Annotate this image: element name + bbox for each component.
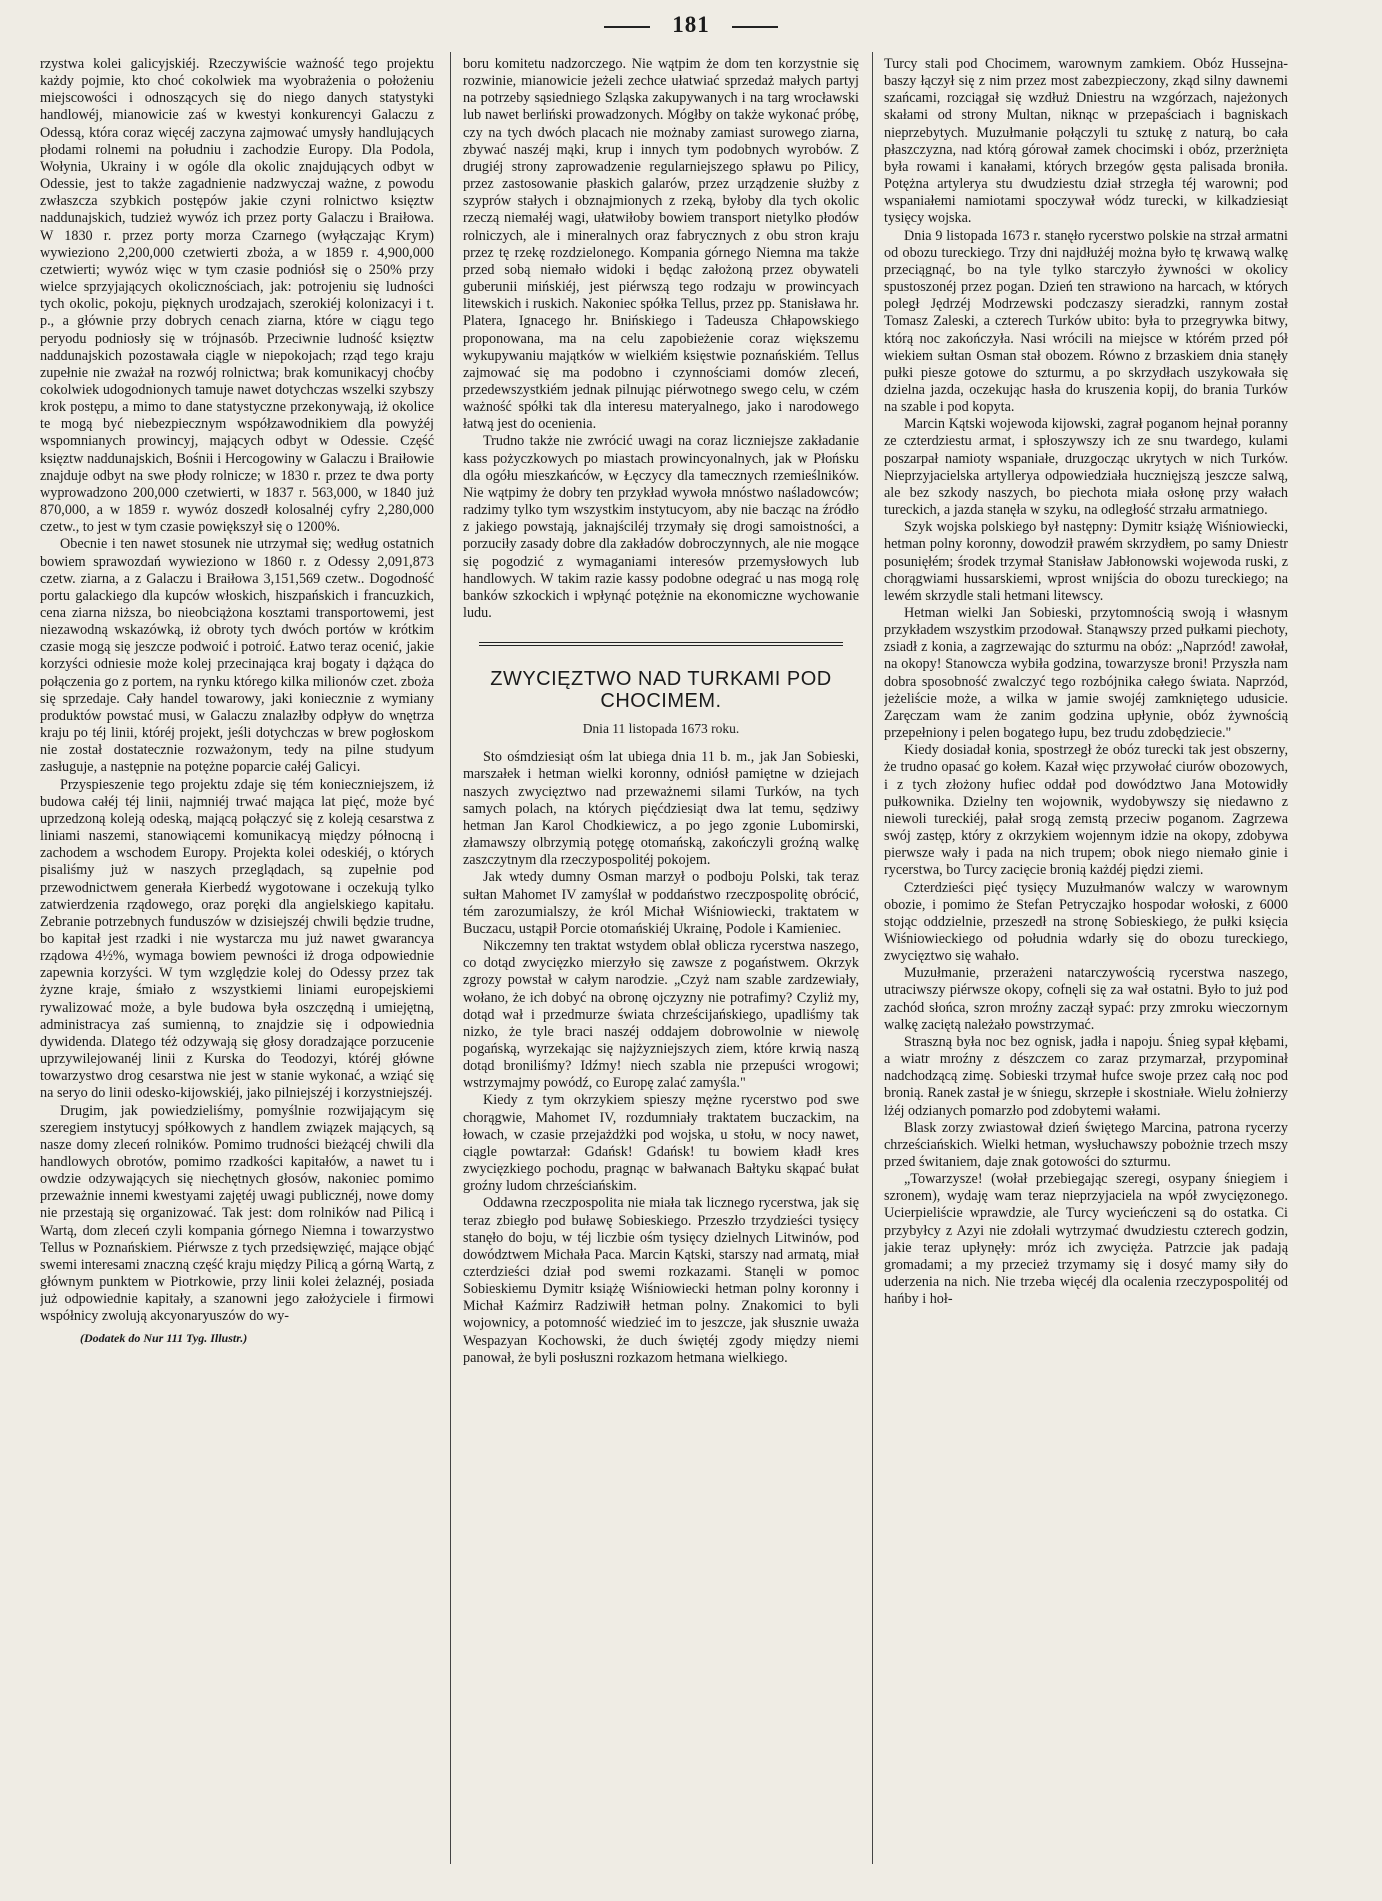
supplement-footnote: (Dodatek do Nur 111 Tyg. Illustr.) — [80, 1330, 248, 1345]
paragraph: Dnia 9 listopada 1673 r. stanęło rycerstwo polskie na strzał armatni od obozu tureckiego. Trzy dni najdłużéj można było tę krwawą walkę przeciągnąć, bo na tyle tylko starczyło żywności w okolicy spustoszonéj przez pogan. Dzień ten strawiono na harcach, w których poległ Jędrzéj Modrzewski podczaszy sieradzki, rannym został Tomasz Zaleski, a czterech Turków ubito: była to przegrywka bitwy, którą noc zakończyła. Nasi wrócili na miejsce w którém przed pół wiekiem sułtan Osman stał obozem. Równo z brzaskiem dnia stanęły pułki piesze gotowe do szturmu, a po skrzydłach uszykowała się dzielna jazda, oczekując hasła do kruszenia kopij, do brania Turków na szable i pod kopyta. — [884, 227, 1288, 416]
paragraph: Szyk wojska polskiego był następny: Dymitr książę Wiśniowiecki, hetman polny koronny, dowodził prawém skrzydłem, po samy Dniestr posunięłém; środek trzymał Stanisław Jabłonowski wojewoda ruski, z chorągwiami hussarskiemi, wprost wnijścia do obozu tureckiego; na lewém skrzydle stali hetmani litewscy. — [884, 519, 1288, 604]
paragraph: Kiedy z tym okrzykiem spieszy mężne rycerstwo pod swe chorągwie, Mahomet IV, rozdumniały traktatem buczackim, na łowach, w czasie przejażdżki pod wojska, u stołu, w nocy nawet, ciągle powtarzał: Gdańsk! Gdańsk! tu bowiem kładł kres zwycięzkiego pochodu, pragnąc w bałwanach Bałtyku skąpać bułat groźny ludom chrześciańskim. — [463, 1092, 859, 1195]
paragraph: rzystwa kolei galicyjskiéj. Rzeczywiście ważność tego projektu każdy pojmie, kto choć cokolwiek ma wyobrażenia o położeniu miejscowości i odnoszących się do niego danych statystyki handlowéj, mianowicie zaś w kwestyi konkurencyi Galaczu z Odessą, która coraz więcéj zaczyna zajmować umysły handlujących płodami rolnemi na południu i zachodzie Europy. Dla Podola, Wołynia, Ukrainy i w ogóle dla okolic znajdujących odbyt w Odessie, jest to także zagadnienie nadzwyczaj ważne, z powodu zwłaszcza szybkich postępów jakie czyni rolnictwo księztw naddunajskich, tudzież wywóz ich przez porty Galaczu i Braiłowa. W 1830 r. przez porty morza Czarnego (wyłączając Krym) wywieziono 2,200,000 czetwierti zboża, a w 1859 r. 4,900,000 czetwierti; wywóz więc w tym czasie podniósł się o 250% przy wielce sprzyjających okolicznościach, jak: potrojeniu się ludności tych okolic, pokoju, pięknych urodzajach, szerokiéj kolonizacyi i t. p., a głównie przy dobrych cenach ziarna, które w ciągu tego peryodu podniosły się w trójnasób. Przeciwnie ludność księztw naddunajskich pozostawała ciągle w niepokojach; rząd tego kraju zupełnie nie zważał na rozwój rolnictwa; brak komunikacyj choćby cokolwiek udogodnionych tamuje nawet dotychczas wszelki szybszy krok postępu, a mimo to dane statystyczne przekonywają, iż okolice te mogą być niebezpiecznym współzawodnikiem dla powyżéj wspomnianych prowincyj, mających odbyt w Odessie. Część księztw naddunajskich, Bośnii i Hercogowiny w Galaczu i Braiłowie znajduje odbyt na swe płody rolnicze; w 1830 r. przez te dwa porty wyprowadzono 200,000 czetwierti, w 1837 r. 563,000, w 1840 już 870,000, a w 1859 r. wywóz doszedł kolosalnéj cyfry 2,280,000 czetw., to jest w tym czasie powiększył się o 1200%. — [40, 56, 434, 536]
column-2 — [463, 56, 859, 1862]
article-date: Dnia 11 listopada 1673 roku. — [582, 721, 740, 737]
paragraph: Sto ośmdziesiąt ośm lat ubiega dnia 11 b. m., jak Jan Sobieski, marszałek i hetman wielki koronny, odniósł pamiętne w dziejach naszych zwycięztwo nad przeważnemi silami Turków, na tych samych polach, na których pięćdziesiąt dwa lat temu, sędziwy hetman Jan Karol Chodkiewicz, a po jego zgonie Lubomirski, złamawszy olbrzymią potęgę otomańską, zakończyli groźną walkę zaszczytnym dla rzeczypospolitéj pokojem. — [463, 749, 859, 869]
paragraph: Marcin Kątski wojewoda kijowski, zagrał poganom hejnał poranny ze czterdziestu armat, i spłoszywszy ich ze snu twardego, kulami poszarpał namioty wspaniałe, druzgocząc ukrytych w nich Turków. Nieprzyjacielska artyllerya odpowiedziała hucznięjszą jeszcze salwą, ale bez szkody naszych, bo piechota miała osłonę przy wałach tureckich, a jazda stanęła w szyku, na odległość strzału armatniego. — [884, 416, 1288, 519]
paragraph: Obecnie i ten nawet stosunek nie utrzymał się; według ostatnich bowiem sprawozdań wywieziono w 1860 r. z Odessy 2,091,873 czetw. ziarna, a z Galaczu i Braiłowa 3,151,569 czetw.. Dogodność portu galackiego dla kupców włoskich, hiszpańskich i francuzkich, cena ziarna niższa, bo nieobciążona kosztami transportowemi, jest niezawodną wskazówką, iż obroty tych dwóch portów w krótkim czasie mogą się jeszcze podwoić i potroić. Łatwo teraz ocenić, jakie korzyści odniesie może kolej przecinająca kraj bogaty i dążąca do połączenia go z portem, na rynku którego kilka milionów czet. zboża się sprzedaje. Cały handel towarowy, jaki koniecznie z wymiany produktów powstać musi, w Galaczu znalazłby odpływ do wnętrza kraju po téj linii, któréj projekt, jeśli dotychczas w brew pogłoskom nie został dostatecznie rozważonym, tedy na pilne studyum zasługuje, a następnie na potężne poparcie całéj Galicyi. — [40, 536, 434, 776]
paragraph: Muzułmanie, przerażeni natarczywością rycerstwa naszego, utraciwszy piérwsze okopy, cofnęli się za wał ostatni. Było to już pod zachód słońca, szron mroźny zaczął sypać: przy zmroku wieczornym walkę zaciętą należało powstrzymać. — [884, 965, 1288, 1033]
paragraph: Czterdzieści pięć tysięcy Muzułmanów walczy w warownym obozie, i pomimo że Stefan Petryczajko hospodar wołoski, z 6000 stojąc oddzielnie, przeszedł na stronę Sobieskiego, że pułki księcia Wiśniowieckiego od południa wdarły się do obozu tureckiego, zwycięztwo się wahało. — [884, 879, 1288, 965]
column-divider — [872, 52, 873, 1864]
header-dash-right — [732, 26, 778, 28]
paragraph: Przyspieszenie tego projektu zdaje się tém konieczniejszem, iż budowa całéj téj linii, najmniéj trwać mająca lat pięć, może być uprzedzoną koleją odeską, mającą połączyć się z koleją cesarstwa z liniami naszemi, stanowiącemi komunikacyą między północną i zachodem a wschodem Europy. Projekta kolei odeskiéj, o których pisaliśmy już w naszych przeglądach, są zupełnie pod przewodnictwem generała Kierbedź wygotowane i oczekują tylko zatwierdzenia rządowego, oraz poręki dla angielskiego kapitału. Zebranie potrzebnych funduszów w dzisiejszéj chwili będzie trudne, bo kapitał jest rzadki i nie wystarcza mu już nawet gwarancya rządowa 4½%, wymaga bowiem pewności iż droga odpowiednie zapewnia korzyści. W tym względzie kolej do Odessy przez tak żyzne kraje, śmiało z wszystkiemi liniami europejskiemi rywalizować może, a byle budowa była oszczędną i umiejętną, administracya zaś sumienną, to znajdzie się i odpowiednia dywidenda. Dlatego téż odzywają się głosy doradzające porzucenie uprzywilejowanéj linii z Kurska do Teodozyi, któréj główne towarzystwo drog cesarstwa nie jest w stanie wykonać, a wziąć się na seryo do linii odesko-kijowskiéj, jako pilniejszéj i korzystniejszéj. — [40, 776, 434, 1102]
column-3 — [884, 56, 1288, 1862]
paragraph: Straszną była noc bez ognisk, jadła i napoju. Śnieg sypał kłębami, a wiatr mroźny z dészczem co zaraz przymarzał, przypominał nadchodzącą zimę. Sobieski trzymał hufce swoje przez całą noc pod bronią. Ranek zastał je w śniegu, skrzepłe i skostniałe. Wielu żołnierzy lżéj odzianych pomarzło pod zdobytemi wałami. — [884, 1033, 1288, 1119]
column-1 — [40, 56, 434, 1862]
paragraph: Nikczemny ten traktat wstydem oblał oblicza rycerstwa naszego, co dotąd zwycięzko mierzyło się zawsze z pogaństwem. Okrzyk zgrozy powstał w całym narodzie. „Czyż nam szable zardzewiały, wołano, że ich dobyć na obronę ojczyzny nie potrafimy? Czyliż my, dotąd wał i przedmurze świata chrześcijańskiego, upadliśmy tak nizko, że tyle braci naszéj oddajem dobrowolnie w niewolę pogańską, wyrzekając się najżyzniejszych ziem, które krwią naszą dotąd broniliśmy? Idźmy! niech szabla nie przepuści wrogowi; wstrzymajmy powódź, co Europę zalać zamyśla." — [463, 938, 859, 1092]
paragraph: Jak wtedy dumny Osman marzył o podboju Polski, tak teraz sułtan Mahomet IV zamyślał w poddaństwo rzeczpospolitę obrócić, tém zarozumialszy, że król Michał Wiśniowiecki, traktatem w Buczacu, ustąpił Porcie otomańskiéj Ukrainę, Podole i Kamieniec. — [463, 869, 859, 937]
paragraph: Trudno także nie zwrócić uwagi na coraz liczniejsze zakładanie kass pożyczkowych po miastach prowincyonalnych, jak w Płońsku dla ogółu mieszkańców, w Łęczycy dla tamecznych rzemieślników. Nie wątpimy że dobry ten przykład wywoła mnóstwo naśladowców; radzimy tylko tym wszystkim instytucyom, aby nie bacząc na źródło z jakiego powstają, jaknajściléj trzymały się drogi samoistności, a porzuciły zasady dobre dla zakładów dobroczynnych, ale nie mogące się pogodzić z wymaganiami interesów przemysłowych lub handlowych. W takim razie kassy podobne odegrać u nas mogą rolę banków szkockich i wpłynąć potężnie na ekonomiczne wychowanie ludu. — [463, 433, 859, 621]
article-separator — [479, 642, 843, 646]
column-divider — [450, 52, 451, 1864]
paragraph: boru komitetu nadzorczego. Nie wątpim że dom ten korzystnie się rozwinie, mianowicie jeżeli zechce ułatwiać sprzedaż małych partyj na potrzeby sąsiedniego Szląska zakupywanych i na targ wrocławski lub nawet berliński prowadzonych. Mógłby on także wykonać próbę, czy na tych dwóch placach nie możnaby zamiast surowego ziarna, zbywać naszéj mąki, krup i innych tym podobnych wyrobów. Z drugiéj strony zaprowadzenie regularniejszego spławu po Pilicy, przez zastosowanie płaskich galarów, przez urządzenie służby z szyprów stałych i obznajmionych z rzeką, byłoby dla tych okolic rzeczą niemałéj wagi, ułatwiłoby bowiem transport nietylko płodów rolniczych, ale i mineralnych oraz fabrycznych z obu stron kraju przez tę rzekę rozdzielonego. Kompania górnego Niemna ma także przed sobą niemało widoki i będąc założoną przez obywateli guberunii mińskiéj, jest piérwszą tego rodzaju w prowincyach litewskich i ruskich. Nakoniec spółka Tellus, przez pp. Stanisława hr. Platera, Ignacego hr. Bnińskiego i Tadeusza Chłapowskiego proponowana, ma na celu zapobieżenie coraz większemu wykupywaniu majątków w wielkiém księstwie poznańskiém. Tellus zajmować się ma podobno i czynnościami domów zleceń, przedewszystkiém jednak pilnując piérwotnego swego celu, w czém ważność spółki tak dla interesu materyalnego, jako i narodowego łatwą jest do ocenienia. — [463, 56, 859, 433]
article-title: ZWYCIĘZTWO NAD TURKAMI POD CHOCIMEM. — [490, 668, 832, 713]
paragraph: Kiedy dosiadał konia, spostrzegł że obóz turecki tak jest obszerny, że trudno opasać go kołem. Kazał więc przywołać ciurów obozowych, i z tych złożony hufiec oddał pod dowództwo Jana Motowidły pułkownika. Dzielny ten wojownik, wydobywszy się niedawno z niewoli tureckiéj, pałał srogą zemstą przeciw poganom. Zagrzewa swój zastęp, który z okrzykiem wojennym idzie na okopy, zdobywa pierwsze wały i pada na nich trupem; obok niego niemało ginie i rycerstwa, bo Turcy zacięcie bronią każdéj piędzi ziemi. — [884, 742, 1288, 879]
paragraph: Hetman wielki Jan Sobieski, przytomnością swoją i własnym przykładem wszystkim przodował. Stanąwszy przed pułkami piechoty, zsiadł z konia, a zagrzewając do szturmu na obóz: „Naprzód! zawołał, na okopy! Stanowcza wybiła godzina, towarzysze broni! Przyszła nam dobra sposobność zwalczyć tego rozbójnika całego świata. Naprzód, jeżeliście może, a wilka w jamie swojéj zamkniętego udusicie. Zaręczam wam że zanim godzina upłynie, obóz żywnością przepełniony i pelen bogatego łupu, bez trudu zdobędziecie." — [884, 605, 1288, 742]
paragraph: Turcy stali pod Chocimem, warownym zamkiem. Obóz Hussejna-baszy łączył się z nim przez most zabezpieczony, zkąd silny dawnemi szańcami, rozciągał się wzdłuż Dniestru na wzgórzach, najeżonych skałami od strony Multan, niknąc w przepaściach i bagniskach nieprzebytych. Muzułmanie połączyli tu sztukę z naturą, bo cała płaszczyzna, nad którą górował zamek chocimski i obóz, przerżnięta była rowami i kanałami, których brzegów gęsta palisada broniła. Potężna artylerya stu dwudziestu dział strzegła téj warowni; pod wspaniałemi namiotami spoczywał wódz turecki, w kilkadziesiąt tysięcy wojska. — [884, 56, 1288, 227]
page-number: 181 — [672, 12, 710, 37]
paragraph: Oddawna rzeczpospolita nie miała tak licznego rycerstwa, jak się teraz zbiegło pod buławę Sobieskiego. Przeszło trzydzieści tysięcy stanęło do boju, w téj liczbie ośm tysięcy dzielnych Litwinów, pod dowództwem Michała Paca. Marcin Kątski, starszy nad armatą, miał czterdzieści dział pod swemi rozkazami. Stanęli w pomoc Sobieskiemu Dymitr książę Wiśniowiecki hetman polny koronny i Michał Kaźmirz Radziwiłł hetman polny. Znakomici to byli wojownicy, a potomność wiedzieć im to jeszcze, jak słusznie uważa Wespazyan Kochowski, że duch świętéj zgody między niemi panował, że byli posłuszni rozkazom hetmana wielkiego. — [463, 1195, 859, 1366]
header-dash-left — [604, 26, 650, 28]
paragraph: Drugim, jak powiedzieliśmy, pomyślnie rozwijającym się szeregiem instytucyj spółkowych z handlem związek mających, są nasze domy zleceń rolników. Pomimo trudności bieżącéj chwili dla handlowych obrotów, pomimo rzadkości kapitałów, a nawet tu i owdzie odzywających się niechętnych głosów, nakoniec pomimo przeważnie innemi kwestyami zajętéj uwagi publicznéj, nowe domy nie przestają się organizować. Tak jest: dom rolników nad Pilicą i Wartą, dom zleceń czyli kompania górnego Niemna i towarzystwo Tellus w Poznańskiem. Piérwsze z tych przedsięwzięć, mające objąć swemi interesami znaczną część kraju między Pilicą a górną Wartą, z głównym punktem w Piotrkowie, przy linii kolei żelaznéj, posiada już odpowiednie kapitały, a szanowni jego założyciele i firmowi współnicy zwolują akcyonaryuszów do wy- — [40, 1102, 434, 1325]
paragraph: Blask zorzy zwiastował dzień świętego Marcina, patrona rycerzy chrześciańskich. Wielki hetman, wysłuchawszy pobożnie trzech mszy przed świtaniem, daje znak gotowości do szturmu. — [884, 1119, 1288, 1170]
page-header — [0, 12, 1382, 38]
paragraph: „Towarzysze! (wołał przebiegając szeregi, osypany śniegiem i szronem), wydaję wam teraz nieprzyjaciela na wpół zwycięzonego. Ucierpieliście wprawdzie, ale Turcy wycieńczeni są do ostatka. Ci przybyłcy z Azyi nie zdołali wytrzymać dwudziestu czterech godzin, jakie teraz upłynęły: mróz ich zwycięża. Patrzcie jak padają gromadami; a my przecież trzymamy się i dosyć mamy siły do uderzenia na nich. Nie trzeba więcéj dla ocalenia rzeczypospolitéj od hańby i hoł- — [884, 1171, 1288, 1308]
